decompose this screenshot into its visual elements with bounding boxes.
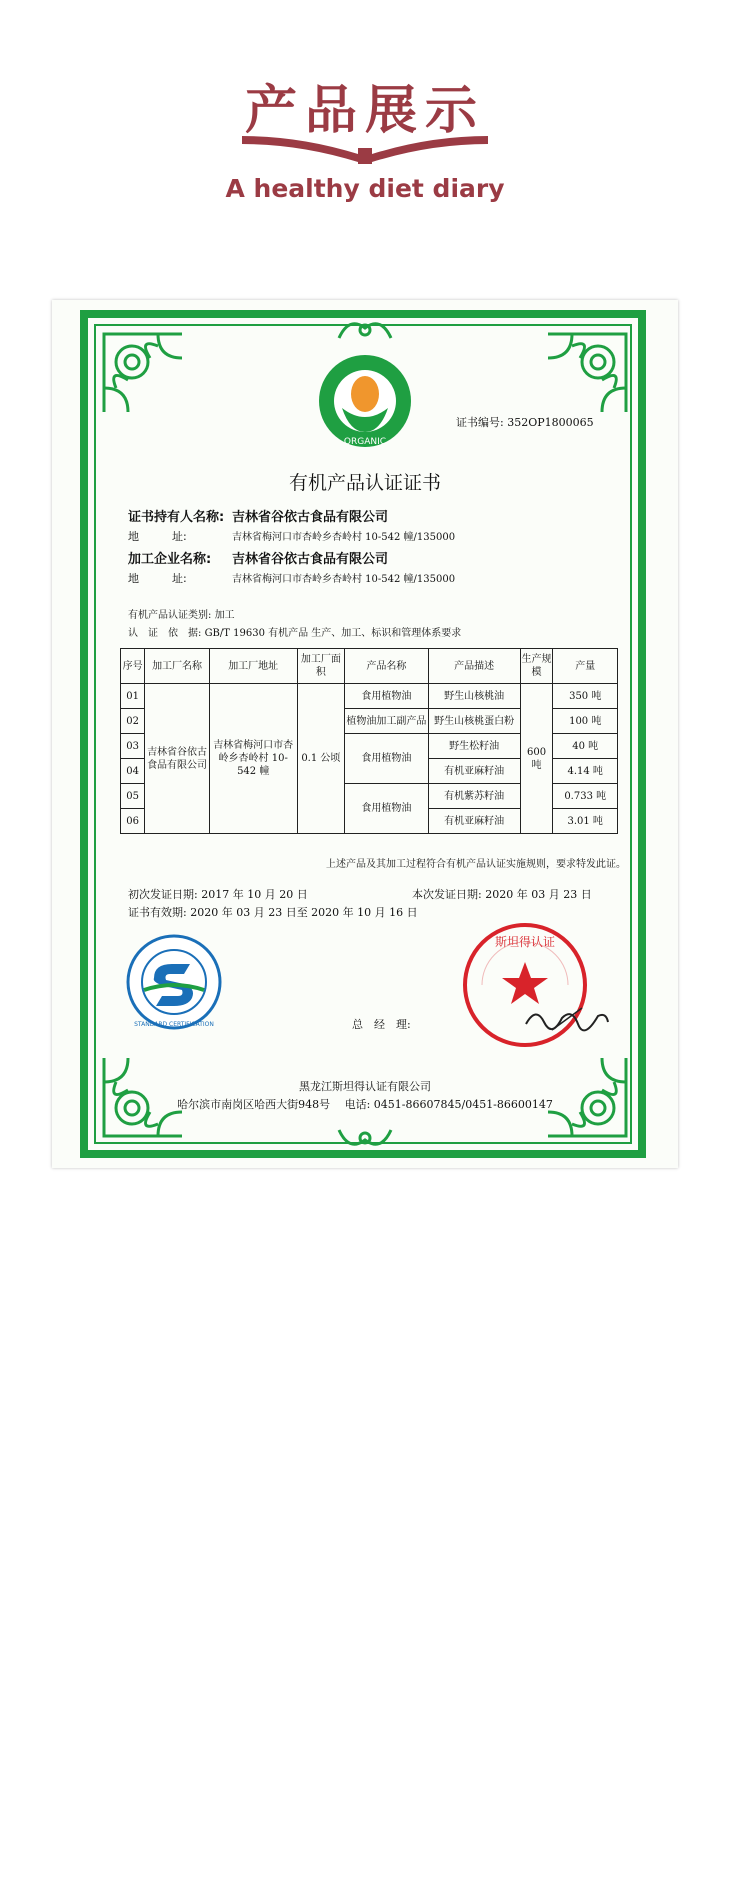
bottom-ornament-icon (335, 1126, 395, 1154)
product-name-cell: 食用植物油 (345, 734, 429, 784)
yield-cell: 40 吨 (553, 734, 618, 759)
svg-text:STANDARD CERTIFICATION: STANDARD CERTIFICATION (134, 1021, 214, 1028)
svg-text:ORGANIC: ORGANIC (343, 437, 387, 447)
scale-cell: 600 吨 (520, 684, 553, 834)
product-desc-cell: 野生山核桃蛋白粉 (428, 709, 520, 734)
product-name-cell: 食用植物油 (345, 684, 429, 709)
handwritten-signature (522, 1000, 612, 1040)
product-desc-cell: 有机亚麻籽油 (428, 759, 520, 784)
page-title: 产品展示 (244, 81, 485, 141)
general-manager-label: 总 经 理: (352, 1018, 411, 1031)
product-name-cell: 植物油加工副产品 (345, 709, 429, 734)
page-subtitle: A healthy diet diary (225, 174, 505, 203)
table-header: 生产规模 (520, 649, 553, 684)
cert-number: 证书编号: 352OP1800065 (456, 416, 594, 429)
svg-text:斯坦得认证: 斯坦得认证 (494, 935, 556, 949)
yield-cell: 3.01 吨 (553, 809, 618, 834)
table-header: 产品名称 (345, 649, 429, 684)
yield-cell: 350 吨 (553, 684, 618, 709)
this-issue-date: 本次发证日期: 2020 年 03 月 23 日 (412, 888, 592, 901)
address-row: 地 址: 吉林省梅河口市杏岭乡杏岭村 10-542 幢/135000 (128, 530, 456, 543)
yield-cell: 0.733 吨 (553, 784, 618, 809)
corner-ornament-icon (542, 328, 632, 418)
corner-ornament-icon (98, 328, 188, 418)
validity-period: 证书有效期: 2020 年 03 月 23 日至 2020 年 10 月 16 日 (128, 906, 418, 919)
open-book-icon (240, 132, 490, 166)
row-no: 05 (121, 784, 145, 809)
product-desc-cell: 有机亚麻籽油 (428, 809, 520, 834)
top-ornament-icon (335, 314, 395, 342)
product-desc-cell: 有机紫苏籽油 (428, 784, 520, 809)
processor-row: 加工企业名称: 吉林省谷依古食品有限公司 (128, 552, 389, 567)
table-header: 加工厂地址 (209, 649, 297, 684)
yield-cell: 100 吨 (553, 709, 618, 734)
organic-certificate (52, 300, 678, 1168)
category-row: 有机产品认证类别: 加工 (128, 610, 235, 621)
table-header-row (121, 649, 618, 684)
table-header: 加工厂面积 (297, 649, 345, 684)
certificate-title: 有机产品认证证书 (288, 472, 441, 494)
table-header: 产量 (553, 649, 618, 684)
table-header: 产品描述 (428, 649, 520, 684)
holder-row: 证书持有人名称: 吉林省谷依古食品有限公司 (128, 510, 389, 525)
certificate-note: 上述产品及其加工过程符合有机产品认证实施规则，要求特发此证。 (326, 859, 626, 870)
factory-addr-cell: 吉林省梅河口市杏岭乡杏岭村 10-542 幢 (209, 684, 297, 834)
issuer-contact: 哈尔滨市南岗区哈西大街948号 电话: 0451-86607845/0451-86600147 (177, 1098, 553, 1111)
table-header: 序号 (121, 649, 145, 684)
yield-cell: 4.14 吨 (553, 759, 618, 784)
factory-area-cell: 0.1 公顷 (297, 684, 345, 834)
row-no: 06 (121, 809, 145, 834)
row-no: 01 (121, 684, 145, 709)
product-name-cell: 食用植物油 (345, 784, 429, 834)
standard-certification-logo (124, 932, 224, 1032)
china-organic-logo (316, 352, 414, 450)
product-table (120, 648, 618, 834)
table-row (121, 684, 618, 709)
product-desc-cell: 野生松籽油 (428, 734, 520, 759)
row-no: 02 (121, 709, 145, 734)
factory-name-cell: 吉林省谷依古食品有限公司 (145, 684, 210, 834)
address2-row: 地 址: 吉林省梅河口市杏岭乡杏岭村 10-542 幢/135000 (128, 572, 456, 585)
row-no: 03 (121, 734, 145, 759)
issuer-name: 黑龙江斯坦得认证有限公司 (299, 1080, 431, 1093)
row-no: 04 (121, 759, 145, 784)
first-issue-date: 初次发证日期: 2017 年 10 月 20 日 (128, 888, 308, 901)
table-header: 加工厂名称 (145, 649, 210, 684)
basis-row: 认 证 依 据: GB/T 19630 有机产品 生产、加工、标识和管理体系要求 (128, 628, 462, 639)
product-desc-cell: 野生山核桃油 (428, 684, 520, 709)
